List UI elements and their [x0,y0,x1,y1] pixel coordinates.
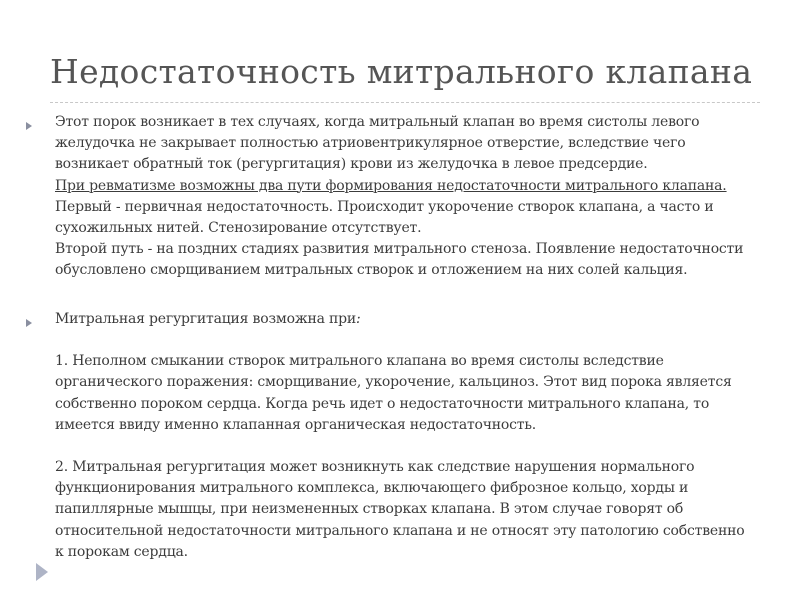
text-line: желудочка не закрывает полностью атриовентрикулярное отверстие, вследствие чего [55,135,686,152]
bullet-block-1 [55,112,785,282]
text-line: к порокам сердца. [55,543,188,560]
intro-colon: : [356,311,361,327]
bullet-icon [26,319,32,327]
paragraph-gap [55,436,785,457]
text-line: Второй путь - на поздних стадиях развития митрального стеноза. Появление недостаточности [55,241,744,258]
underlined-text-line: При ревматизме возможны два пути формирования недостаточности митрального клапана. [55,177,727,194]
text-line: органического поражения: сморщивание, укорочение, кальциноз. Этот вид порока является [55,374,732,391]
text-line: возникает обратный ток (регургитация) крови из желудочка в левое предсердие. [55,156,648,173]
text-line [55,309,785,330]
text-line: собственно пороком сердца. Когда речь идет о недостаточности митрального клапана, то [55,395,710,412]
text-line: обусловлено сморщиванием митральных створок и отложением на них солей кальция. [55,262,688,279]
text-line: 2. Митральная регургитация может возникнуть как следствие нарушения нормального [55,459,695,476]
text-line: 1. Неполном смыкании створок митрального клапана во время систолы вследствие [55,353,664,370]
corner-triangle-icon [36,563,48,581]
bullet-icon [26,122,32,130]
bullet-block-2 [55,309,785,563]
text-line: Этот порок возникает в тех случаях, когда митральный клапан во время систолы левого [55,114,700,130]
text-line: папиллярные мышцы, при неизмененных створках клапана. В этом случае говорят об [55,501,684,518]
slide-title: Недостаточность митрального клапана [50,52,753,91]
text-line: имеется ввиду именно клапанная органическая недостаточность. [55,416,537,433]
title-divider [50,102,760,103]
text-line: функционирования митрального комплекса, включающего фиброзное кольцо, хорды и [55,480,689,497]
paragraph-gap [55,330,785,351]
intro-text: Митральная регургитация возможна при [55,311,357,327]
text-line: Первый - первичная недостаточность. Происходит укорочение створок клапана, а часто и [55,198,714,215]
text-line: относительной недостаточности митрального клапана и не относят эту патологию собственно [55,522,745,539]
text-line: сухожильных нитей. Стенозирование отсутствует. [55,220,422,237]
